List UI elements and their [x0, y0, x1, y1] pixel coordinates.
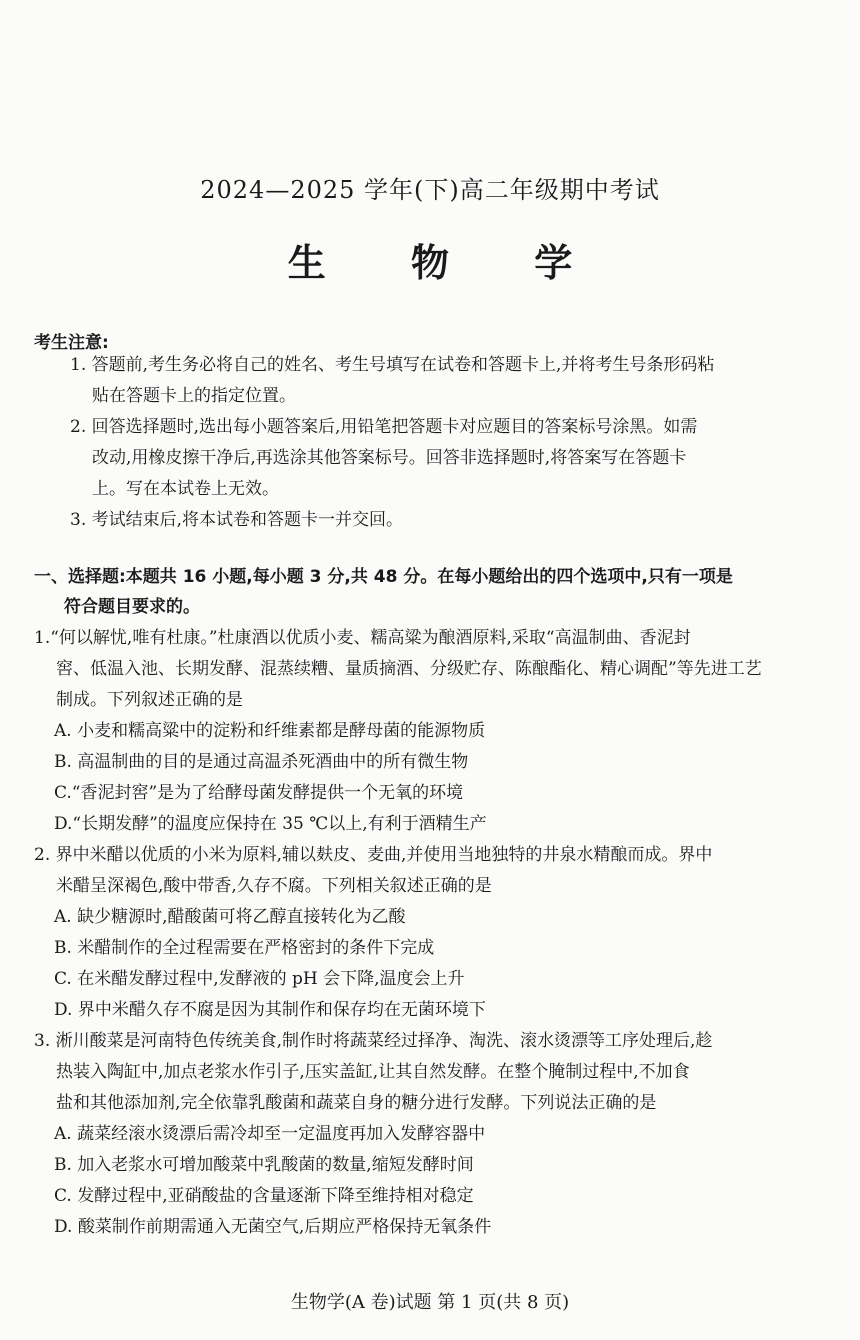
option-d: D. 界中米醋久存不腐是因为其制作和保存均在无菌环境下: [54, 1000, 486, 1020]
stem-line: 2. 界中米醋以优质的小米为原料,辅以麸皮、麦曲,并使用当地独特的井泉水精酿而成。界中: [34, 845, 713, 865]
stem-line: 窖、低温入池、长期发酵、混蒸续糟、量质摘酒、分级贮存、陈酿酯化、精心调配”等先进工艺: [56, 659, 762, 679]
page-footer: 生物学(A 卷)试题 第 1 页(共 8 页): [290, 1292, 570, 1313]
stem-line: 制成。下列叙述正确的是: [56, 690, 243, 710]
exam-title: 2024—2025 学年(下)高二年级期中考试: [200, 176, 660, 204]
section-heading: [34, 562, 834, 622]
notice-line: 3. 考试结束后,将本试卷和答题卡一并交回。: [70, 510, 404, 530]
option-c: C. 在米醋发酵过程中,发酵液的 pH 会下降,温度会上升: [54, 969, 465, 989]
question-stem: [34, 840, 834, 902]
question-1: [34, 623, 834, 840]
stem-line: 盐和其他添加剂,完全依靠乳酸菌和蔬菜自身的糖分进行发酵。下列说法正确的是: [56, 1093, 657, 1113]
section-heading-line: 符合题目要求的。: [64, 597, 200, 617]
notice-line: 上。写在本试卷上无效。: [92, 479, 279, 499]
option-a: A. 蔬菜经滚水烫漂后需冷却至一定温度再加入发酵容器中: [54, 1124, 486, 1144]
stem-line: 3. 淅川酸菜是河南特色传统美食,制作时将蔬菜经过择净、淘洗、滚水烫漂等工序处理后,趁: [34, 1031, 713, 1051]
section-heading-line: 一、选择题:本题共 16 小题,每小题 3 分,共 48 分。在每小题给出的四个选项中,只有一项是: [34, 567, 733, 587]
option-d: D.“长期发酵”的温度应保持在 35 ℃以上,有利于酒精生产: [54, 814, 487, 834]
question-3: [34, 1026, 834, 1243]
option-b: B. 米醋制作的全过程需要在严格密封的条件下完成: [54, 938, 435, 958]
option-d: D. 酸菜制作前期需通入无菌空气,后期应严格保持无氧条件: [54, 1217, 492, 1237]
notice-list: [70, 350, 830, 536]
stem-line: 1.“何以解忧,唯有杜康。”杜康酒以优质小麦、糯高粱为酿酒原料,采取“高温制曲、香泥封: [34, 628, 691, 648]
option-a: A. 缺少糖源时,醋酸菌可将乙醇直接转化为乙酸: [54, 907, 406, 927]
question-stem: [34, 1026, 834, 1119]
question-list: [34, 623, 834, 1243]
notice-line: 2. 回答选择题时,选出每小题答案后,用铅笔把答题卡对应题目的答案标号涂黑。如需: [70, 417, 698, 437]
subject-title: 生 物 学: [287, 241, 609, 285]
notice-line: 1. 答题前,考生务必将自己的姓名、考生号填写在试卷和答题卡上,并将考生号条形码粘: [70, 355, 715, 375]
option-b: B. 加入老浆水可增加酸菜中乳酸菌的数量,缩短发酵时间: [54, 1155, 474, 1175]
option-c: C.“香泥封窖”是为了给酵母菌发酵提供一个无氧的环境: [54, 783, 464, 803]
question-2: [34, 840, 834, 1026]
stem-line: 热装入陶缸中,加点老浆水作引子,压实盖缸,让其自然发酵。在整个腌制过程中,不加食: [56, 1062, 690, 1082]
notice-item: [70, 350, 830, 412]
notice-item: [70, 505, 830, 536]
option-c: C. 发酵过程中,亚硝酸盐的含量逐渐下降至维持相对稳定: [54, 1186, 474, 1206]
notice-item: [70, 412, 830, 505]
option-b: B. 高温制曲的目的是通过高温杀死酒曲中的所有微生物: [54, 752, 469, 772]
notice-line: 改动,用橡皮擦干净后,再选涂其他答案标号。回答非选择题时,将答案写在答题卡: [92, 448, 687, 468]
stem-line: 米醋呈深褐色,酸中带香,久存不腐。下列相关叙述正确的是: [56, 876, 492, 896]
notice-heading: 考生注意:: [34, 333, 109, 353]
notice-line: 贴在答题卡上的指定位置。: [92, 386, 296, 406]
option-a: A. 小麦和糯高粱中的淀粉和纤维素都是酵母菌的能源物质: [54, 721, 486, 741]
question-stem: [34, 623, 834, 716]
